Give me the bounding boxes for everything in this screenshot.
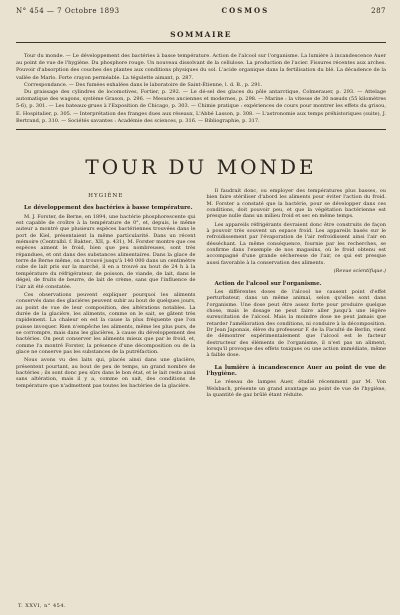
running-header bbox=[16, 6, 386, 18]
left-column bbox=[16, 188, 196, 575]
sommaire-paragraph: Correspondance. — Des fumées exhalées dans le laboratoire de Saint-Étienne, l. d. B., p. 291. bbox=[24, 81, 263, 88]
page-number: 287 bbox=[371, 7, 386, 15]
right-column bbox=[207, 188, 387, 575]
article-source: (Revue scientifique.) bbox=[333, 268, 386, 275]
section-heading: HYGIÈNE bbox=[88, 193, 124, 200]
sommaire-title: SOMMAIRE bbox=[170, 30, 232, 39]
article-paragraph: Nous avons vu des laits qui, placés ainsi dans une glacière, présentent pourtant, au bout de peu de temps, un grand nombre de bactéries ; ils sont donc peu sûrs dans le bon état, et le lait reste ainsi sans altération, mais il y a, comme on sait, des conditions de température que n'admettent pas toutes les bactéries de la glacière. bbox=[16, 357, 196, 389]
article-paragraph: Les différentes doses de l'alcool ne causent point d'effet perturbateur, dans un même animal, selon qu'elles sont dans l'organisme. Une dose peut être assez forte pour produire quelque chose, mais le dosage ne peut faire aller jusqu'à une légère surexcitation de l'alcool. Mais la moindre dose ne peut jamais que retarder l'amélioration des conditions, ni conduire à la décomposition. Dr Jean Japonais, élève du professeur F. de la Faculté de Berlin, vient de démontrer expérimentalement que l'alcool est le facteur destructeur des éléments de l'organisme, il n'est pas un aliment, lorsqu'il provoque des effets toxiques ou une action immédiate, même à faible dose. bbox=[206, 288, 386, 359]
article-paragraph: M. J. Forster, de Berne, en 1894, une bactérie phosphorescente qui est capable de croître à la température de 0°, et, depuis, le même auteur a montré que plusieurs espèces bactériennes trouvées dans le port de Kiel, présentaient la même particularité. Dans un récent mémoire (Centralbl. f. Bakter., XII, p. 431), M. Forster montre que ces espèces aiment le froid, bien que peu nombreuses, sont très répandues, et ont dans des substances alimentaires. Dans la glace de terre de Berne même, on a trouvé jusqu'à 140 000 dans un centimètre cube de lait pris sur la marché, il en a trouvé au bout de 24 h à la température du réfrigérateur, de poisson, de viande, de lait, dans le dégel, de fruits de beurre, de lait de crème, sans que l'influence de l'air ait été constatée. bbox=[16, 213, 196, 290]
article-heading: Le développement des bactéries à basse température. bbox=[24, 205, 193, 212]
divider bbox=[16, 42, 386, 43]
issue-date: N° 454 — 7 Octobre 1893 bbox=[16, 7, 120, 15]
sommaire-paragraph: Tour du monde. — Le développement des bactéries à basse température. Action de l'alcool sur l'organisme. La lumière à incandescence Auer au point de vue de l'hygiène. Du phosphore rouge. Un nouveau dissolvant de la cellulose. La production de l'acier. Fissures récentes aux arches. Pouvoir d'absorption des couches des plantes aux conditions physiques du sol. L'acide organique dans la fertilisation du blé. La décadence de la vallée de Marlo. Forte crayon perméable. La tégulette aimant, p. 287. bbox=[16, 53, 386, 81]
article-columns bbox=[16, 188, 386, 575]
article-paragraph: Il faudrait donc, ou employer des températures plus basses, ou bien faire stériliser d'abord les aliments pour éviter l'action du froid. M. Forster a constaté que la bactérie, pour se développer dans ces conditions, doit pouvoir peu, et que la végétation bactérienne est presque nulle dans un milieu froid et sec en même temps. bbox=[206, 188, 386, 220]
divider bbox=[16, 129, 386, 130]
article-paragraph: Les appareils réfrigérants devraient donc être construits de façon à pouvoir très souvent un espace froid. Les appareils basés sur le refroidissement par l'évaporation de l'air refroidissent ainsi l'air en désséchant. La même conséquence, fournie par les recherches, se confirme dans l'exemple de nos magasins, où le froid obtenu est accompagné d'une grande sécheresse de l'air, ce qui est presque aussi favorable à la conservation des aliments. bbox=[206, 221, 386, 266]
volume-footer: T. XXVI, n° 454. bbox=[18, 603, 67, 609]
article-heading: Action de l'alcool sur l'organisme. bbox=[214, 280, 322, 287]
article-title: TOUR DU MONDE bbox=[85, 155, 317, 180]
journal-name: COSMOS bbox=[221, 6, 270, 15]
sommaire-paragraph: Du graissage des cylindres de locomotives, Fortier, p. 292. — Le dé-sel des glaces du pôle antarctique, Colmerauer, p. 293. — Attelage automatique des wagons, système Grason, p. 296. — Mesures anciennes et modernes, p. 298. — Marine : la vitesse de 30 nœuds (55 kilomètres 5-6), p. 301. — Les bateaux-grues à l'Exposition de Chicago, p. 303. — Chimie pratique : expériences de cours pour montrer les effets du grisou, E. Hospitalier, p. 305. — Interprétation des franges dues aux réseaux, L'Abbé Lasson, p. 308. — L'astronomie aux temps préhistoriques (suite), J. Bertrand, p. 310. — Sociétés savantes : Académie des sciences, p. 316. — Bibliographie, p. 317. bbox=[16, 89, 386, 124]
sommaire-body bbox=[16, 53, 386, 125]
article-paragraph: Ces observations peuvent expliquer pourquoi les aliments conservés dans des glacières peuvent subir au bout de quelques jours, au point de vue de leur composition, des altérations notables. La durée de la glacière, les aliments, comme on le sait, se gâtent très rapidement. La chaleur en est la cause la plus fréquente que l'on puisse invoquer. Rien n'empêche les aliments, même les plus purs, de se corrompre, mais dans les glacières, à cause du développement des bactéries. On peut conserver les aliments mieux que par le froid, et, comme l'a montré Forster, la présence d'une décomposition ou de la glace ne conserve pas les substances de la putréfaction. bbox=[16, 291, 196, 355]
article-paragraph: Le réseau de lampes Auer, étudié récemment par M. Von Welsbach, présente un grand avantage au point de vue de l'hygiène, la quantité de gaz brûlé étant réduite. bbox=[206, 379, 386, 398]
article-heading: La lumière à incandescence Auer au point de vue de l'hygiène. bbox=[206, 364, 386, 377]
